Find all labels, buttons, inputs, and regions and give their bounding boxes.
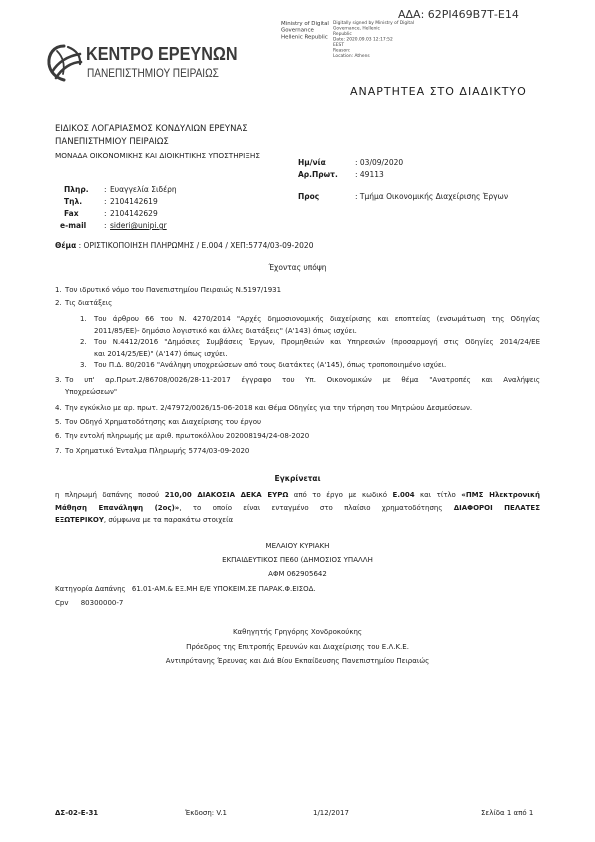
funding-source: ΕΞΩΤΕΡΙΚΟΥ [55,516,104,524]
sub-list-item-text: Του άρθρου 66 του Ν. 4270/2014 "Αρχές δημοσιονομικής διαχείρισης και εποπτείας (ενσωμάτωση της Οδηγίας [94,315,540,323]
contact-label: e-mail [60,221,87,230]
list-item-number: 3. [55,376,62,384]
contact-label: Πληρ. [64,185,89,194]
list-item-number: 1. [55,286,62,294]
recipient-value: : Τμήμα Οικονομικής Διαχείρισης Έργων [355,192,509,201]
footer-form-code: ΔΣ-02-Ε-31 [55,809,99,817]
logo-swirl-icon [45,43,83,83]
list-item-text: Την εγκύκλιο με αρ. πρωτ. 2/47972/0026/15-06-2018 και Θέμα Οδηγίες για την τήρηση του Μητρώου Δεσμεύσεων. [65,404,473,412]
cpv-value: 80300000-7 [80,599,124,607]
logo-subtitle: ΠΑΝΕΠΙΣΤΗΜΙΟΥ ΠΕΙΡΑΙΩΣ [87,66,219,80]
approval-amount: 210,00 ΔΙΑΚΟΣΙΑ ΔΕΚΑ ΕΥΡΩ [164,491,289,499]
footer-date: 1/12/2017 [313,809,349,817]
contact-label: Fax [64,209,79,218]
list-item-text: Υποχρεώσεων" [65,387,118,396]
signature-detail-line: Date: 2020.09.03 12:17:52 [333,36,393,42]
logo-title: ΚΕΝΤΡΟ ΕΡΕΥΝΩΝ [86,44,238,64]
signature-detail-line: EEST [333,42,345,47]
approval-paragraph [55,489,540,527]
cpv-row [55,598,123,610]
signature-detail-line: Republic [333,31,352,36]
sub-list-item-number: 2. [80,338,87,346]
signature-detail-line: Location: Athens [333,53,370,58]
contact-phone: 2104142619 [110,197,158,206]
list-item-number: 7. [55,447,62,455]
subject-label: Θέμα [55,241,77,250]
publish-notice: ΑΝΑΡΤΗΤΕΑ ΣΤΟ ΔΙΑΔΙΚΤΥΟ [350,85,527,98]
list-item-text: Την εντολή πληρωμής με αριθ. πρωτοκόλλου 202008194/24-08-2020 [65,432,310,440]
approval-text: και τίτλο [414,491,462,499]
signatory-title: Πρόεδρος της Επιτροπής Ερευνών και Διαχείρισης του Ε.Λ.Κ.Ε. [186,643,409,651]
list-item-text: Το Χρηματικό Ένταλμα Πληρωμής 5774/03-09-2020 [65,447,250,455]
considering-heading: Έχοντας υπόψη [268,263,327,272]
signature-detail-line: Reason: [333,47,351,53]
issuer-line: ΠΑΝΕΠΙΣΤΗΜΙΟΥ ΠΕΙΡΑΙΩΣ [55,137,169,147]
approval-text: , το οποίο είναι ενταγμένο στο πλαίσιο χρηματοδότησης [179,503,454,512]
signatory-title: Αντιπρύτανης Έρευνας και Διά Βίου Εκπαίδευσης Πανεπιστημίου Πειραιώς [165,657,430,665]
sub-list-item [80,314,540,337]
list-item [55,285,540,297]
approval-text: η πληρωμή δαπάνης ποσού [55,491,165,499]
approval-text: , σύμφωνα με τα παρακάτω στοιχεία [103,516,234,524]
subject-value: : ΟΡΙΣΤΙΚΟΠΟΙΗΣΗ ΠΛΗΡΩΜΗΣ / Ε.004 / ΧΕΠ:5774/03-09-2020 [78,241,314,250]
list-item-number: 2. [55,299,62,307]
signature-ministry-line: Ministry of Digital [281,20,329,27]
sub-list-item-text: Του Ν.4412/2016 "Δημόσιες Συμβάσεις Έργων, Προμηθειών και Υπηρεσιών (προσαρμογή στις Οδηγίες 2014/24/ΕΕ [94,338,540,346]
list-item [55,298,540,310]
sub-list-item-number: 3. [80,361,87,369]
payee-name: ΜΕΛΑΙΟΥ ΚΥΡΙΑΚΗ [265,542,330,550]
project-title: Μάθηση Επανάληψη (2ος)» [55,503,180,512]
signature-ministry-block [281,20,329,40]
contact-separator: : [104,185,107,194]
sub-list-item-text: 2011/85/ΕΕ)- δημόσιο λογιστικό και άλλες διατάξεις" (Α'143) όπως ισχύει. [94,326,357,335]
contact-label: Τηλ. [64,197,83,206]
date-value: : 03/09/2020 [355,158,404,167]
list-item-number: 5. [55,418,62,426]
list-item-text: Το υπ' αρ.Πρωτ.2/86708/0026/28-11-2017 έγγραφο του Υπ. Οικονομικών με θέμα "Ανατροπές και Αναλήψεις [65,376,540,384]
cpv-label: Cpv [55,599,69,607]
approval-line [55,502,540,515]
list-item [55,403,540,415]
contact-separator: : [104,221,107,230]
protocol-label: Αρ.Πρωτ. [298,170,338,179]
list-item-text: Τον Οδηγό Χρηματοδότησης και Διαχείρισης του έργου [65,418,262,426]
list-item-text: Τον ιδρυτικό νόμο του Πανεπιστημίου Πειραιώς Ν.5197/1931 [65,286,282,294]
signature-detail-line: Digitally signed by Ministry of Digital [333,20,415,25]
list-item [55,375,540,398]
expense-category-value: 61.01-ΑΜ.& ΕΞ.ΜΗ Ε/Ε ΥΠΟΚΕΙΜ.ΣΕ ΠΑΡΑΚ.Φ.ΕΙΣΟΔ. [131,585,316,593]
approval-text: από το έργο με κωδικό [288,491,393,499]
list-item-number: 4. [55,404,62,412]
approval-line [55,514,540,527]
signature-detail-line: Governance, Hellenic [333,25,380,31]
project-title: «ΠΜΣ Ηλεκτρονική [461,491,540,499]
signature-details-block [333,20,414,59]
protocol-value: : 49113 [355,170,384,179]
payee-occupation: ΕΚΠΑΙΔΕΥΤΙΚΟΣ ΠΕ60 (ΔΗΜΟΣΙΟΣ ΥΠΑΛΛΗ [222,556,373,564]
contact-fax: 2104142629 [110,209,158,218]
approval-heading: Εγκρίνεται [274,474,321,483]
contact-separator: : [104,209,107,218]
signature-ministry-line: Governance [281,26,314,33]
contact-separator: : [104,197,107,206]
signatory-name: Καθηγητής Γρηγόρης Χονδροκούκης [232,628,363,636]
issuer-line: ΜΟΝΑΔΑ ΟΙΚΟΝΟΜΙΚΗΣ ΚΑΙ ΔΙΟΙΚΗΤΙΚΗΣ ΥΠΟΣΤΗΡΙΞΗΣ [55,151,260,160]
sub-list-item [80,337,540,360]
funding-source: ΔΙΑΦΟΡΟΙ ΠΕΛΑΤΕΣ [453,503,540,512]
list-item [55,417,540,429]
list-item-text: Τις διατάξεις [65,299,113,307]
list-item [55,446,540,458]
footer-version: Έκδοση: V.1 [185,809,227,817]
list-item [55,431,540,443]
expense-category-label: Κατηγορία Δαπάνης [55,585,126,593]
date-label: Ημ/νία [298,158,326,167]
project-code: Ε.004 [392,491,415,499]
email-link[interactable]: sideri@unipi.gr [110,221,167,230]
contact-person: Ευαγγελία Σιδέρη [110,185,177,194]
list-item-number: 6. [55,432,62,440]
footer-page-number: Σελίδα 1 από 1 [481,809,534,817]
sub-list-item [80,360,540,372]
signature-ministry-line: Hellenic Republic [281,33,328,40]
recipient-label: Προς [298,192,320,201]
sub-list-item-text: και 2014/25/ΕΕ)" (Α'147) όπως ισχύει. [94,349,228,358]
expense-category-row [55,584,316,596]
subject-line [55,240,313,251]
approval-line [55,489,540,502]
sub-list-item-text: Του Π.Δ. 80/2016 "Ανάληψη υποχρεώσεων από τους διατάκτες (Α'145), όπως τροποποιημένο ισχύει. [94,361,447,369]
issuer-line: ΕΙΔΙΚΟΣ ΛΟΓΑΡΙΑΣΜΟΣ ΚΟΝΔΥΛΙΩΝ ΕΡΕΥΝΑΣ [55,124,248,134]
ada-code: ΑΔΑ: 62ΡΙ469Β7Τ-Ε14 [398,8,519,21]
payee-tax-id: ΑΦΜ 062905642 [268,570,327,578]
sub-list-item-number: 1. [80,315,87,323]
